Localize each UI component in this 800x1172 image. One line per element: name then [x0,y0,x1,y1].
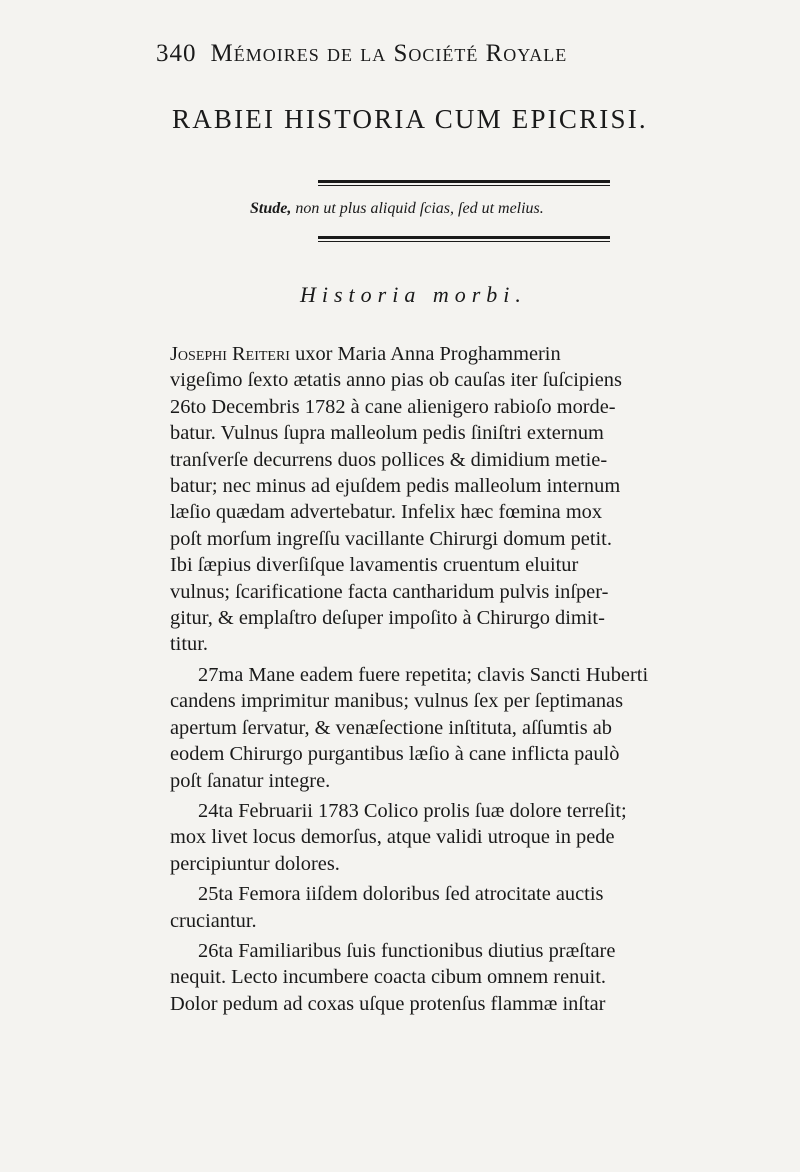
text-line: vigeſimo ſexto ætatis anno pias ob cauſas iter ſuſcipiens [170,369,622,392]
opening-small-caps: Josephi Reiteri [170,343,290,365]
text-line: 27ma Mane eadem fuere repetita; clavis Sancti Huberti [198,663,649,686]
text-line: candens imprimitur manibus; vulnus ſex per ſeptimanas [170,690,624,713]
text-line: titur. [170,633,208,656]
paragraph [170,798,792,877]
text-line: mox livet locus demorſus, atque validi utroque in pede [170,826,615,849]
text-line: Dolor pedum ad coxas uſque protenſus flammæ inſtar [170,992,606,1015]
motto-rest: non ut plus aliquid ſcias, ſed ut melius. [295,200,544,217]
running-head [156,40,756,68]
rule-top [318,180,610,183]
text-line: Josephi Reiteri uxor Maria Anna Proghammerin [170,343,561,365]
text-line: 24ta Februarii 1783 Colico prolis ſuæ dolore terreſit; [198,799,627,822]
text-line: percipiuntur dolores. [170,852,340,875]
motto-first-word: Stude, [250,200,292,217]
paragraph [170,341,792,658]
text-line: 26ta Familiaribus ſuis functionibus diutius præſtare [198,939,616,962]
rule-bottom-thin [318,241,610,242]
text-line: 25ta Femora iiſdem doloribus ſed atrocitate auctis [198,883,604,906]
text-line: vulnus; ſcarificatione facta cantharidum pulvis inſper- [170,580,609,603]
paragraph [170,938,792,1017]
text-line: eodem Chirurgo purgantibus læſio à cane inflicta paulò [170,743,620,766]
rule-bottom [318,236,610,239]
text-line: batur; nec minus ad ejuſdem pedis malleolum internum [170,475,621,498]
text-line: nequit. Lecto incumbere coacta cibum omnem renuit. [170,966,606,989]
motto [250,200,670,218]
page-number: 340 [156,40,197,67]
text-line: apertum ſervatur, & venæſectione inſtituta, aſſumtis ab [170,716,612,739]
text-line: poſt ſanatur integre. [170,769,331,792]
text-line: tranſverſe decurrens duos pollices & dimidium metie- [170,448,608,471]
text-line: poſt morſum ingreſſu vacillante Chirurgi domum petit. [170,527,612,550]
text-line: cruciantur. [170,909,257,932]
text-line: gitur, & emplaſtro deſuper impoſito à Chirurgo dimit- [170,607,605,630]
section-heading: Historia morbi. [300,282,527,307]
text-line: Ibi ſæpius diverſiſque lavamentis cruentum eluitur [170,554,579,577]
body-text [170,341,792,1017]
rule-top-thin [318,185,610,186]
text-line: læſio quædam advertebatur. Infelix hæc fœmina mox [170,501,603,524]
article-title: RABIEI HISTORIA CUM EPICRISI. [172,104,648,134]
paragraph [170,881,792,934]
text-line: 26to Decembris 1782 à cane alienigero rabioſo morde- [170,395,616,418]
running-head-title: Mémoires de la Société Royale [210,40,568,67]
text-line: batur. Vulnus ſupra malleolum pedis ſiniſtri externum [170,422,604,445]
paragraph [170,662,792,794]
